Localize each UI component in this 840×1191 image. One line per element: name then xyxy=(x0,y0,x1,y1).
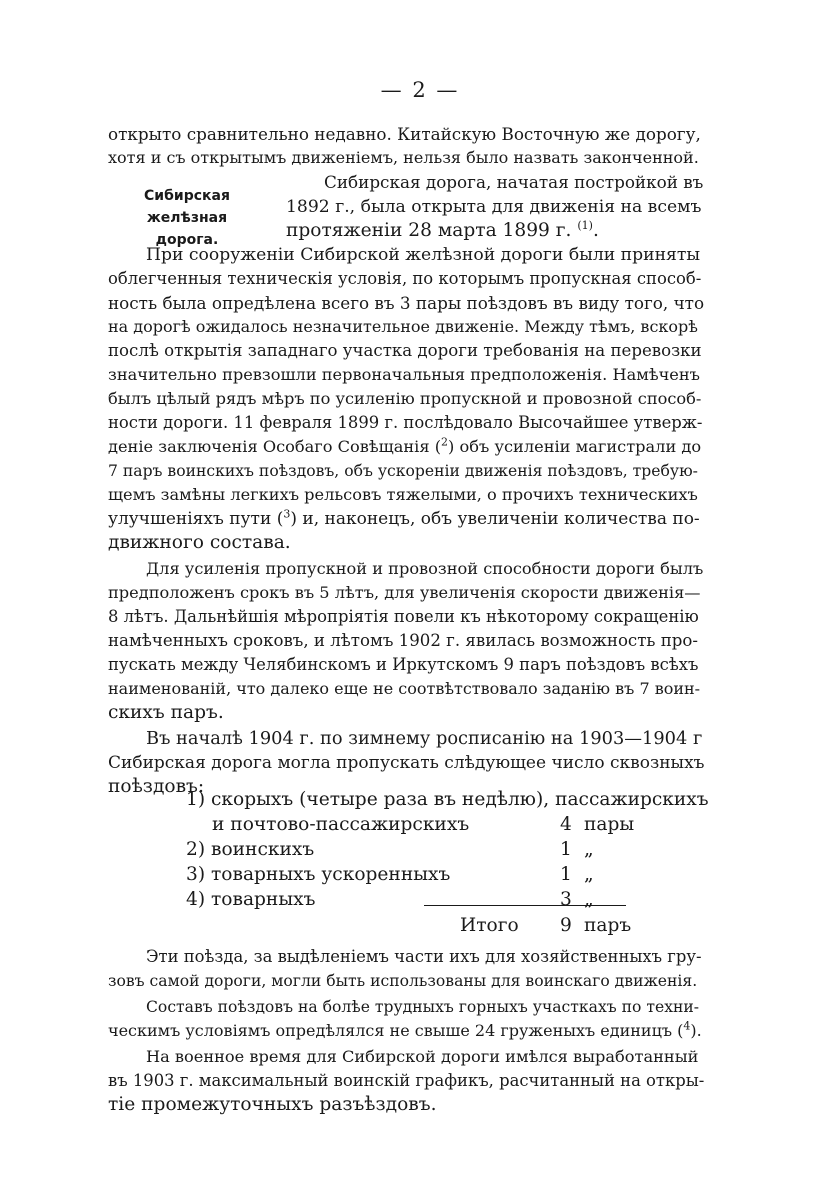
text-line: тіе промежуточныхъ разъѣздовъ. xyxy=(108,1094,437,1115)
document-page: — 2 — открыто сравнительно недавно. Китайскую Восточную же дорогу, хотя и съ открытымъ движеніемъ, нельзя было назвать законченной. Сибирская желѣзная дорога. Сибирская дорога, начатая постройкой въ 1892 г., была открыта для движенія на всемъ протяженіи 28 марта 1899 г. $^{(1)}$. При сооруженіи Сибирской желѣзной дороги были приняты облегченныя техническія условія, по которымъ пропускная способ- ность была опредѣлена всего въ 3 пары поѣздовъ въ виду того, что на дорогѣ ожидалось незначительное движеніе. Между тѣмъ, вскорѣ послѣ открытія западнаго участка дороги требованія на перевозки значительно превзошли первоначальныя предположенія. Намѣченъ былъ цѣлый рядъ мѣръ по усиленію пропускной и провозной способ- ности дороги. 11 февраля 1899 г. послѣдовало Высочайшее утверж- деніе заключенія Особаго Совѣщанія ($^2$) объ усиленіи магистрали до 7 паръ воинскихъ поѣздовъ, объ ускореніи движенія поѣздовъ, требую- щемъ замѣны легкихъ рельсовъ тяжелыми, о прочихъ техническихъ улучшеніяхъ пути ($^3$) и, наконецъ, объ увеличеніи количества по- движного состава. Для усиленія пропускной и провозной способности дороги былъ предположенъ срокъ въ 5 лѣтъ, для увеличенія скорости движенія— 8 лѣтъ. Дальнѣйшія мѣропріятія повели къ нѣкоторому сокращенію намѣченныхъ сроковъ, и лѣтомъ 1902 г. явилась возможность про- пускать между Челябинскомъ и Иркутскомъ 9 паръ поѣздовъ всѣхъ наименованій, что далеко еще не соотвѣтствовало заданію въ 7 воин- скихъ паръ. Въ началѣ 1904 г. по зимнему росписанію на 1903—1904 г Сибирская дорога могла пропускать слѣдующее число сквозныхъ поѣздовъ: 1) скорыхъ (четыре раза въ недѣлю), пассажирскихъ и почтово-пассажирскихъ 4 пары 2) воинскихъ 1 „ 3) товарныхъ ускоренныхъ 1 „ 4) товарныхъ 3 „ Итого 9 паръ Эти поѣзда, за выдѣленіемъ части ихъ для хозяйственныхъ гру- зовъ самой дороги, могли быть использованы для воинскаго движенія. Составъ поѣздовъ на болѣе трудныхъ горныхъ участкахъ по техни- ческимъ условіямъ опредѣлялся не свыше 24 груженыхъ единицъ ($^4$). На военное время для Сибирской дороги имѣлся выработанный въ 1903 г. максимальный воинскій графикъ, расчитанный на откры- тіе промежуточныхъ разъѣздовъ. xyxy=(0,0,840,1191)
text-line: протяженіи 28 марта 1899 г. $^{(1)}$. xyxy=(286,218,599,241)
text-line: движного состава. xyxy=(108,532,291,553)
footnote-mark: 3 xyxy=(283,507,291,521)
text-line: 7 паръ воинскихъ поѣздовъ, объ ускореніи движенія поѣздовъ, требую- xyxy=(108,462,698,480)
text-line: деніе заключенія Особаго Совѣщанія ($^2$) объ усиленіи магистрали до xyxy=(108,435,702,456)
text-line: На военное время для Сибирской дороги имѣлся выработанный xyxy=(146,1047,699,1066)
text-line: предположенъ срокъ въ 5 лѣтъ, для увеличенія скорости движенія— xyxy=(108,583,701,602)
text-line: зовъ самой дороги, могли быть использованы для воинскаго движенія. xyxy=(108,972,698,990)
text-line: ность была опредѣлена всего въ 3 пары поѣздовъ въ виду того, что xyxy=(108,293,705,313)
text-line: значительно превзошли первоначальныя предположенія. Намѣченъ xyxy=(108,365,700,384)
text-line: открыто сравнительно недавно. Китайскую Восточную же дорогу, xyxy=(108,124,701,144)
page-number: — 2 — xyxy=(380,78,460,102)
text-line: былъ цѣлый рядъ мѣръ по усиленію пропускной и провозной способ- xyxy=(108,389,702,408)
text-line: Составъ поѣздовъ на болѣе трудныхъ горныхъ участкахъ по техни- xyxy=(146,998,700,1016)
footnote-mark: 4 xyxy=(683,1019,691,1033)
text-line: хотя и съ открытымъ движеніемъ, нельзя было назвать законченной. xyxy=(108,148,699,167)
text-line: При сооруженіи Сибирской желѣзной дороги были приняты xyxy=(146,245,701,265)
text-line: пускать между Челябинскомъ и Иркутскомъ 9 паръ поѣздовъ всѣхъ xyxy=(108,655,699,674)
text-line: ности дороги. 11 февраля 1899 г. послѣдовало Высочайшее утверж- xyxy=(108,413,703,432)
text-line: Въ началѣ 1904 г. по зимнему росписанію на 1903—1904 г xyxy=(146,728,703,749)
total-rule xyxy=(424,905,626,906)
footnote-mark: 2 xyxy=(441,435,449,449)
text-line: въ 1903 г. максимальный воинскій графикъ, расчитанный на откры- xyxy=(108,1071,705,1090)
text-line: щемъ замѣны легкихъ рельсовъ тяжелыми, о прочихъ техническихъ xyxy=(108,485,698,504)
text-line: Для усиленія пропускной и провозной способности дороги былъ xyxy=(146,559,704,578)
footnote-mark: (1) xyxy=(577,218,593,232)
text-line: улучшеніяхъ пути ($^3$) и, наконецъ, объ увеличеніи количества по- xyxy=(108,507,700,529)
text-line: Сибирская дорога могла пропускать слѣдующее число сквозныхъ xyxy=(108,753,705,773)
text-line: скихъ паръ. xyxy=(108,702,224,723)
text-line: намѣченныхъ сроковъ, и лѣтомъ 1902 г. явилась возможность про- xyxy=(108,631,698,650)
text-line: 1892 г., была открыта для движенія на всемъ xyxy=(286,197,702,217)
text-line: 8 лѣтъ. Дальнѣйшія мѣропріятія повели къ нѣкоторому сокращенію xyxy=(108,607,699,626)
text-line: послѣ открытія западнаго участка дороги требованія на перевозки xyxy=(108,341,702,360)
text-line: наименованій, что далеко еще не соотвѣтствовало заданію въ 7 воин- xyxy=(108,679,701,698)
text-line: Сибирская дорога, начатая постройкой въ xyxy=(324,172,704,192)
text-line: на дорогѣ ожидалось незначительное движеніе. Между тѣмъ, вскорѣ xyxy=(108,317,698,336)
text-line: поѣздовъ: xyxy=(108,776,205,797)
text-line: Эти поѣзда, за выдѣленіемъ части ихъ для хозяйственныхъ гру- xyxy=(146,947,702,966)
margin-heading: Сибирская желѣзная дорога. xyxy=(144,188,230,248)
text-line: ческимъ условіямъ опредѣлялся не свыше 24 груженыхъ единицъ ($^4$). xyxy=(108,1019,702,1040)
text-line: облегченныя техническія условія, по которымъ пропускная способ- xyxy=(108,269,702,288)
